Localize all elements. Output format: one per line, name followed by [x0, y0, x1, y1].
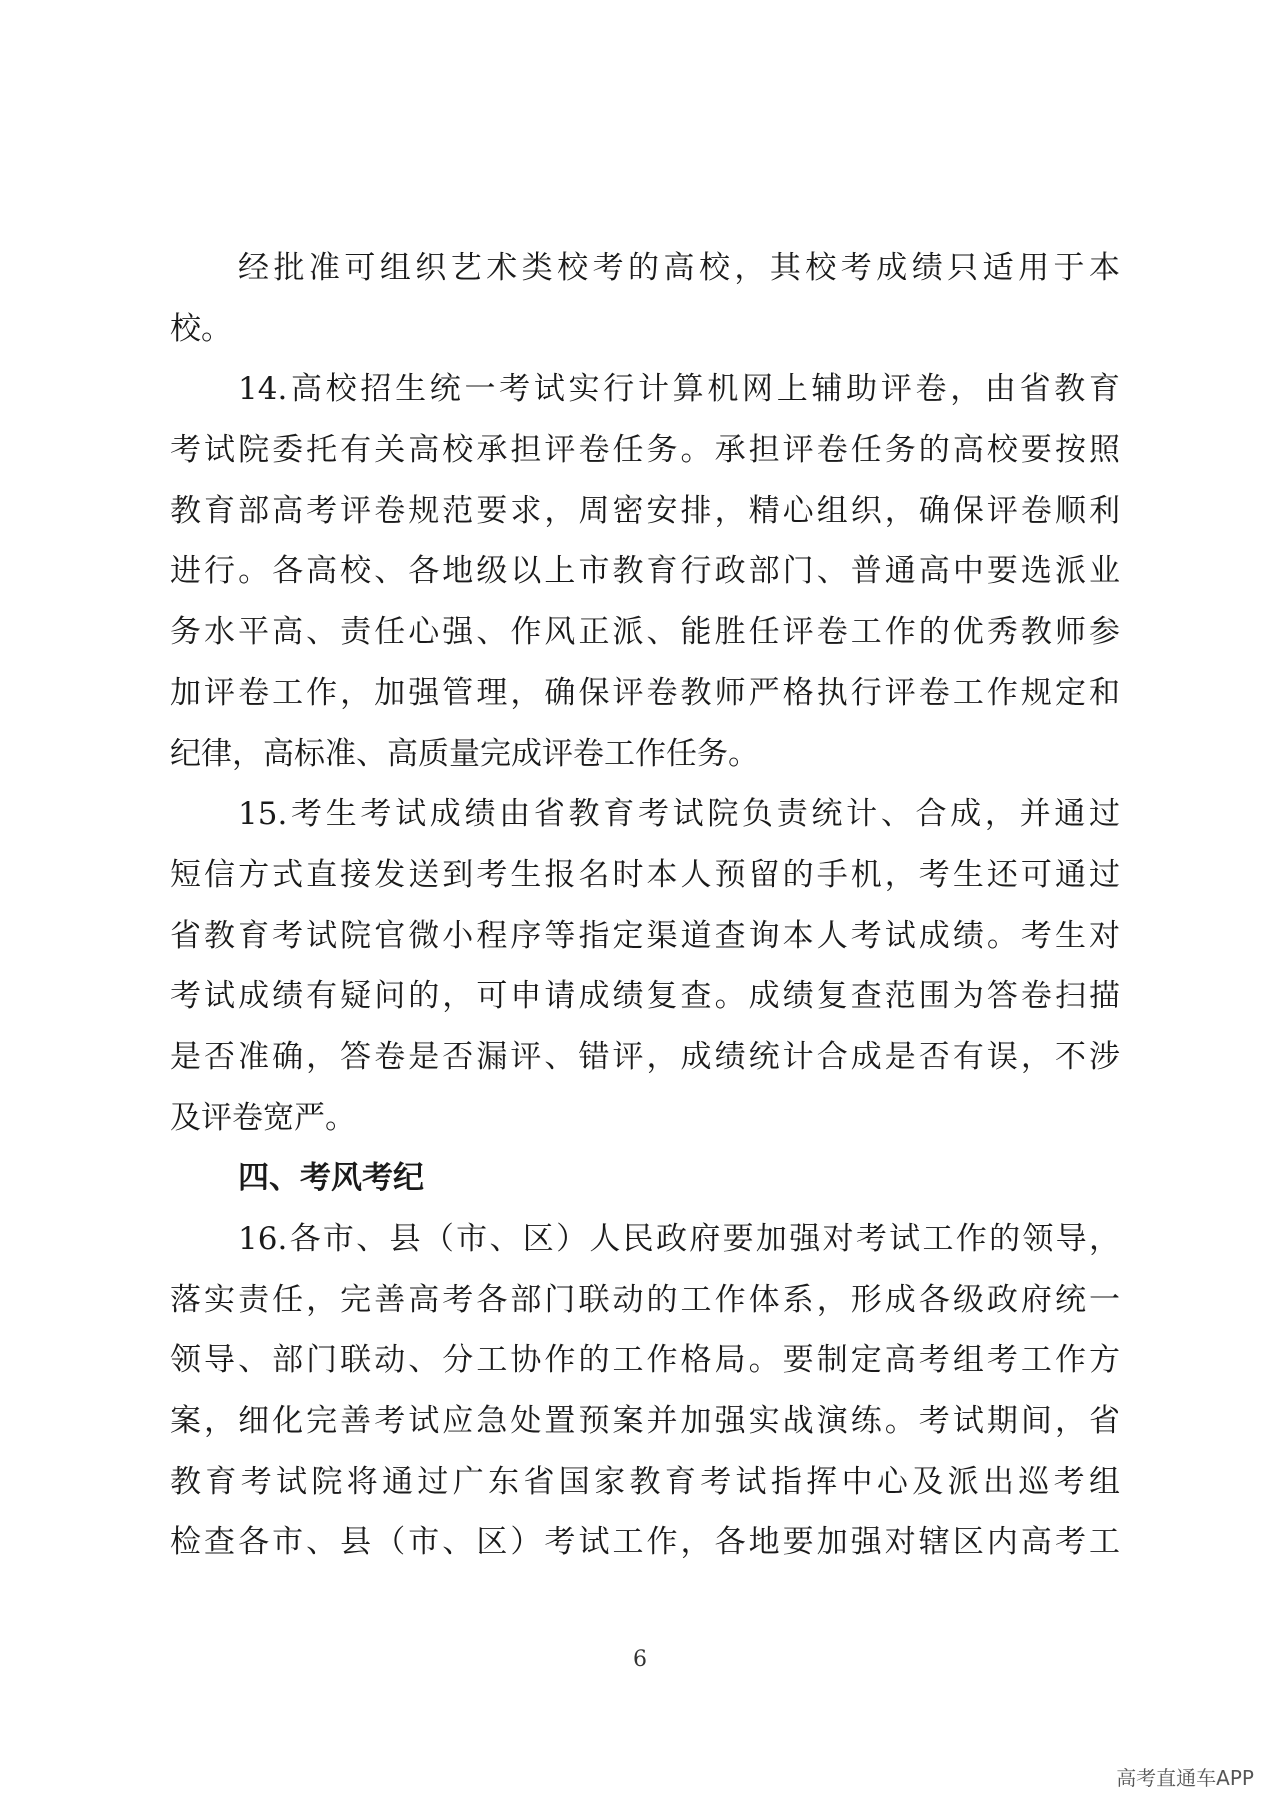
app-watermark: 高考直通车APP	[1116, 1766, 1254, 1790]
text-line: 考试院委托有关高校承担评卷任务。承担评卷任务的高校要按照	[170, 432, 1120, 469]
text-line: 加评卷工作，加强管理，确保评卷教师严格执行评卷工作规定和	[170, 674, 1120, 711]
text-line: 16.各市、县（市、区）人民政府要加强对考试工作的领导，	[238, 1221, 1120, 1257]
document-body	[170, 238, 1120, 1573]
text-line: 落实责任，完善高考各部门联动的工作体系，形成各级政府统一	[170, 1281, 1120, 1318]
text-line: 考试成绩有疑问的，可申请成绩复查。成绩复查范围为答卷扫描	[170, 978, 1120, 1015]
text-line: 及评卷宽严。	[170, 1099, 356, 1136]
text-line: 教育考试院将通过广东省国家教育考试指挥中心及派出巡考组	[170, 1463, 1120, 1500]
text-line: 是否准确，答卷是否漏评、错评，成绩统计合成是否有误，不涉	[170, 1038, 1120, 1075]
text-line: 短信方式直接发送到考生报名时本人预留的手机，考生还可通过	[170, 856, 1120, 893]
section-heading: 四、考风考纪	[238, 1160, 424, 1197]
text-line: 检查各市、县（市、区）考试工作，各地要加强对辖区内高考工	[170, 1524, 1120, 1561]
text-line: 领导、部门联动、分工协作的工作格局。要制定高考组考工作方	[170, 1342, 1120, 1379]
text-line: 教育部高考评卷规范要求，周密安排，精心组织，确保评卷顺利	[170, 492, 1120, 529]
text-line: 纪律，高标准、高质量完成评卷工作任务。	[170, 735, 759, 772]
text-line: 经批准可组织艺术类校考的高校，其校考成绩只适用于本	[238, 250, 1120, 286]
text-line: 进行。各高校、各地级以上市教育行政部门、普通高中要选派业	[170, 553, 1120, 590]
text-line: 校。	[170, 310, 232, 347]
text-line: 15.考生考试成绩由省教育考试院负责统计、合成，并通过	[238, 796, 1120, 833]
text-line: 案，细化完善考试应急处置预案并加强实战演练。考试期间，省	[170, 1403, 1120, 1440]
text-line: 省教育考试院官微小程序等指定渠道查询本人考试成绩。考生对	[170, 917, 1120, 954]
text-line: 务水平高、责任心强、作风正派、能胜任评卷工作的优秀教师参	[170, 614, 1120, 651]
page-number: 6	[633, 1647, 647, 1672]
text-line: 14.高校招生统一考试实行计算机网上辅助评卷，由省教育	[238, 371, 1120, 408]
